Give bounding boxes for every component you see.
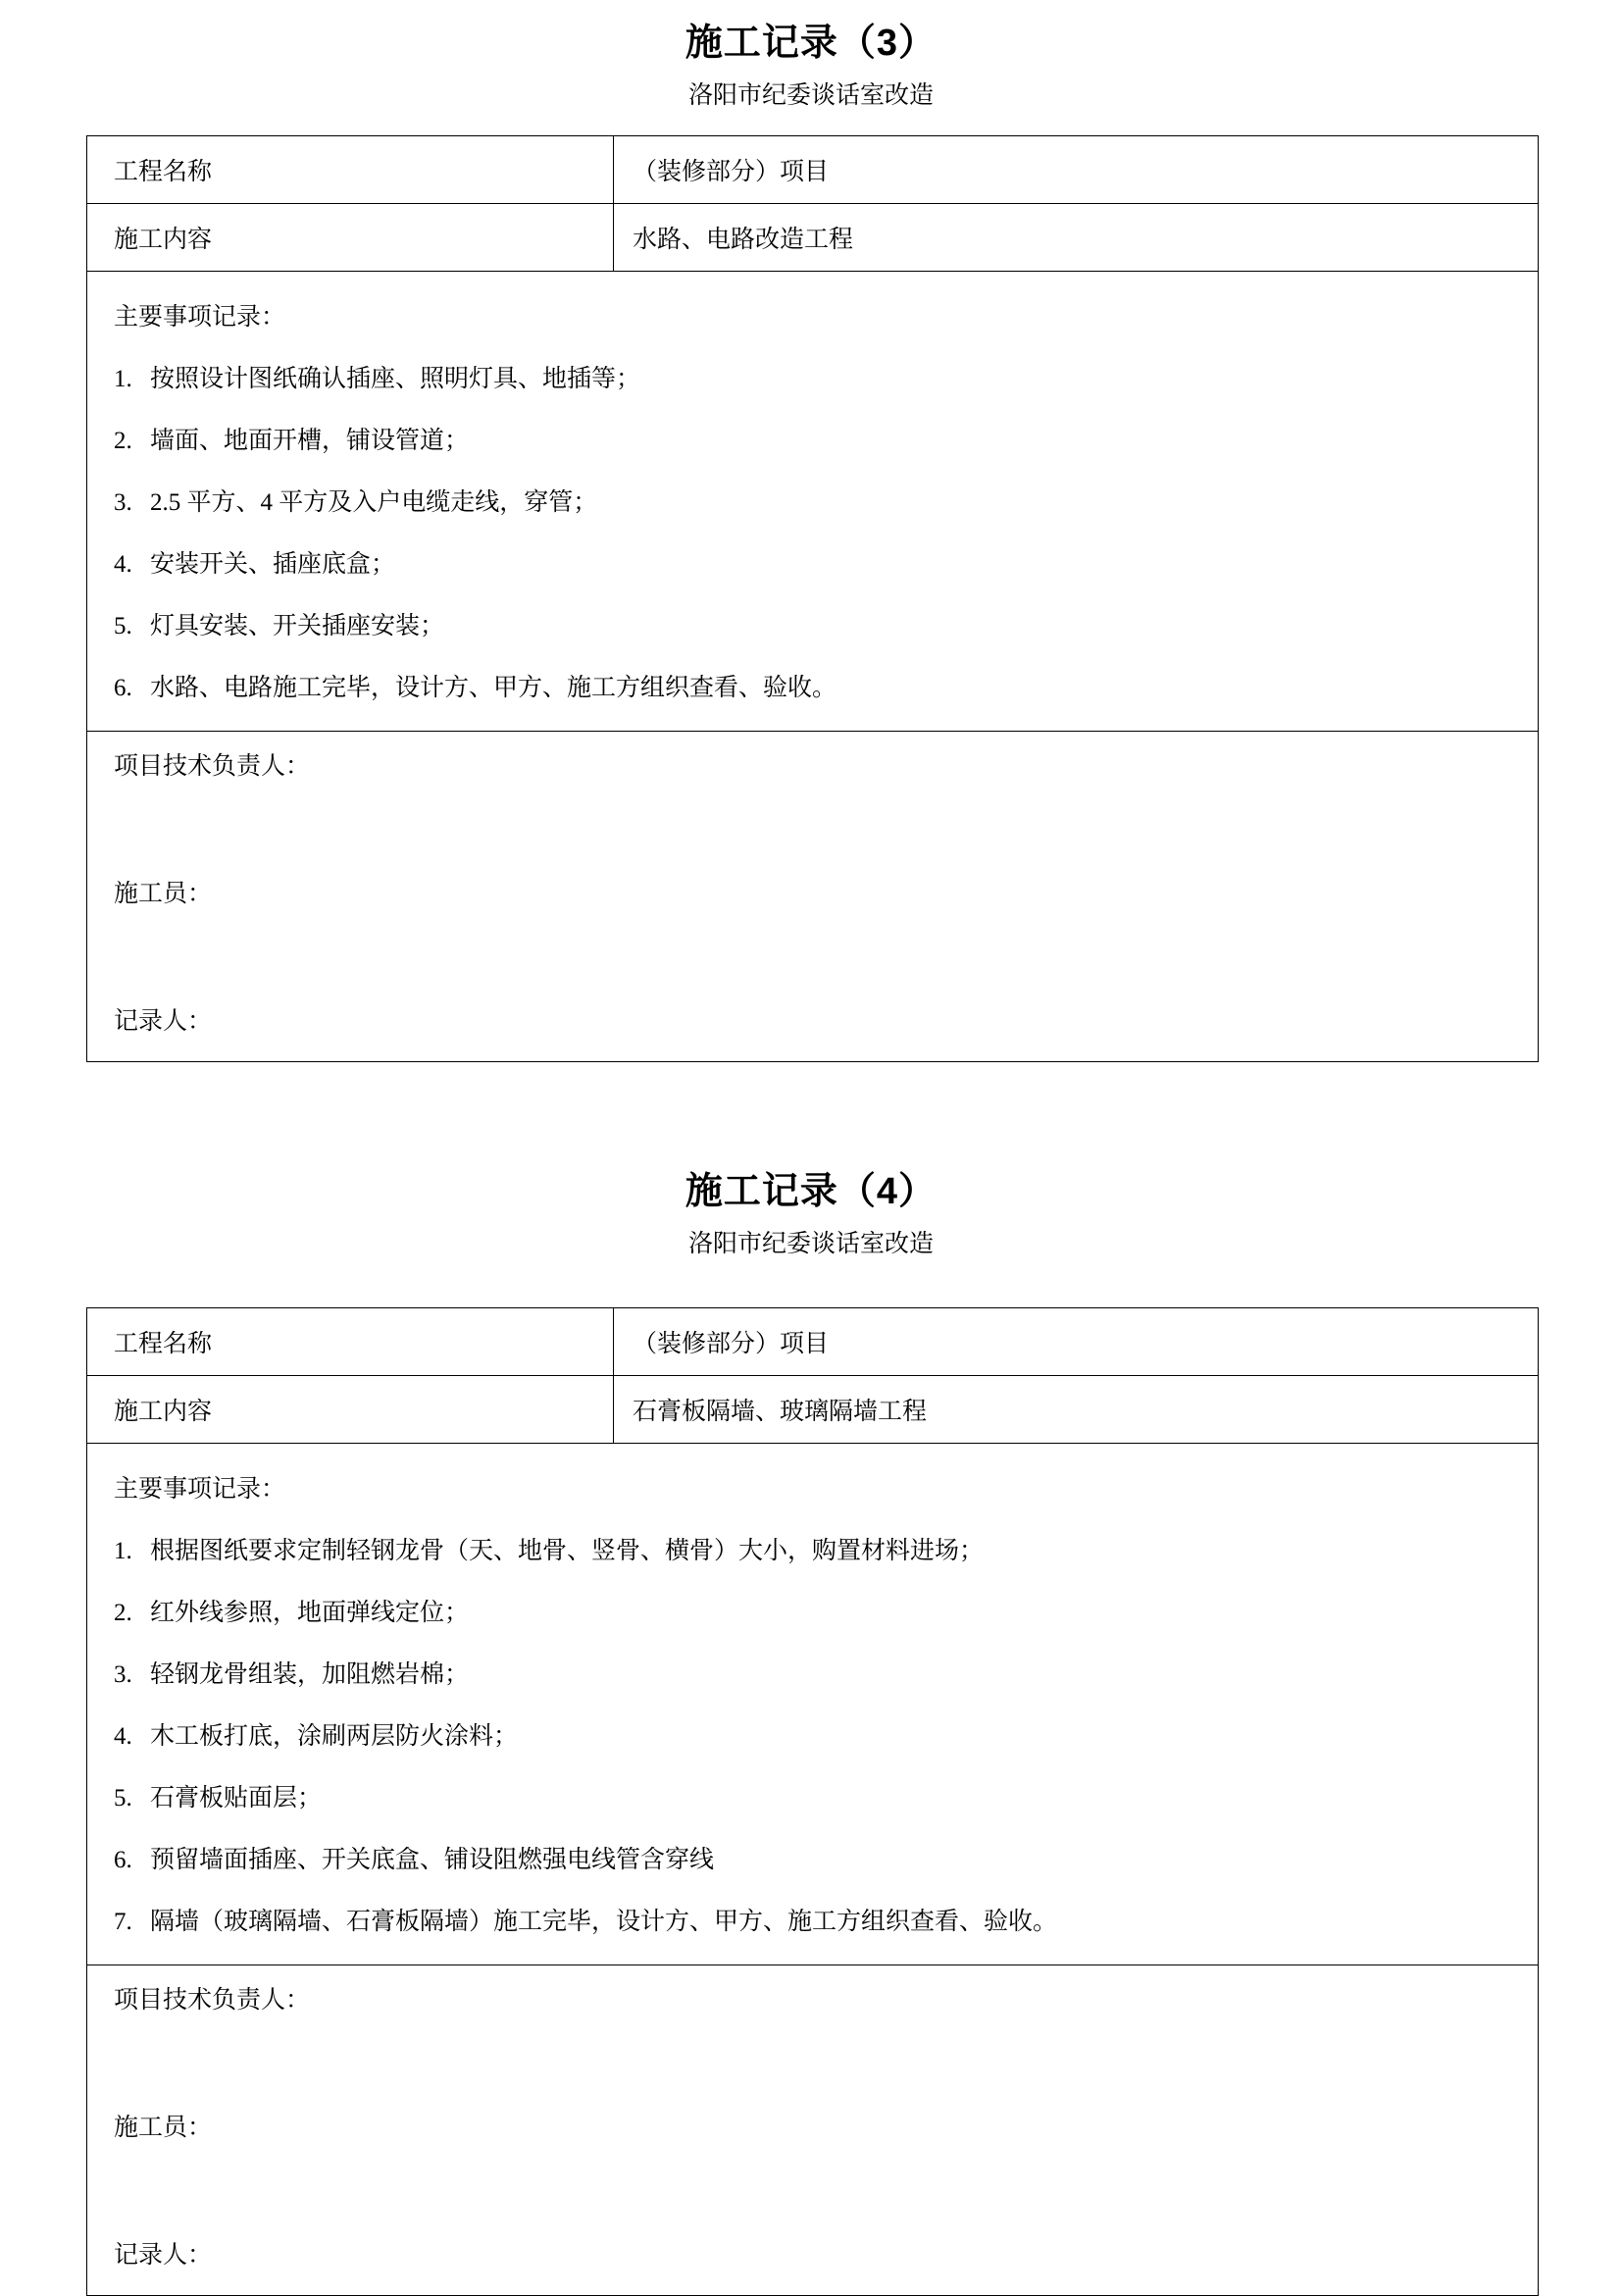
table-row: [87, 1376, 1539, 1444]
note-item: [114, 1520, 1511, 1582]
note-item: [114, 1891, 1511, 1953]
notes-list: [114, 348, 1511, 719]
table-row: [87, 1444, 1539, 1965]
note-text: 预留墙面插座、开关底盒、铺设阻燃强电线管含穿线: [150, 1847, 715, 1873]
note-item: [114, 1706, 1511, 1767]
note-text: 红外线参照，地面弹线定位；: [150, 1600, 470, 1626]
signature-tech-lead: 项目技术负责人：: [114, 753, 311, 780]
signature-constructor: 施工员：: [114, 2115, 213, 2141]
note-number: 2.: [114, 428, 132, 454]
note-number: 2.: [114, 1600, 132, 1626]
note-text: 木工板打底，涂刷两层防火涂料；: [150, 1723, 519, 1750]
signature-constructor: 施工员：: [114, 881, 213, 907]
note-number: 5.: [114, 613, 132, 639]
note-number: 3.: [114, 489, 132, 516]
signature-tech-lead: 项目技术负责人：: [114, 1987, 311, 2014]
note-text: 水路、电路施工完毕，设计方、甲方、施工方组织查看、验收。: [150, 675, 837, 701]
project-name-value: （装修部分）项目: [614, 136, 1539, 204]
record-subtitle: 洛阳市纪委谈话室改造: [687, 82, 934, 109]
note-text: 安装开关、插座底盒；: [150, 551, 396, 578]
table-row: [87, 1965, 1539, 2296]
construction-content-value: 石膏板隔墙、玻璃隔墙工程: [614, 1376, 1539, 1444]
project-name-label: 工程名称: [87, 1308, 614, 1376]
table-row: [87, 272, 1539, 732]
main-notes-cell: [87, 1444, 1539, 1965]
table-row: [87, 732, 1539, 1062]
notes-header: 主要事项记录：: [114, 304, 286, 331]
notes-header: 主要事项记录：: [114, 1476, 286, 1503]
table-row: [87, 136, 1539, 204]
main-notes-cell: [87, 272, 1539, 732]
note-item: [114, 1767, 1511, 1829]
record-table: [86, 1307, 1539, 2296]
record-section-4: [0, 1168, 1622, 2296]
note-text: 轻钢龙骨组装，加阻燃岩棉；: [150, 1661, 470, 1688]
note-text: 墙面、地面开槽，铺设管道；: [150, 428, 470, 454]
note-text: 石膏板贴面层；: [150, 1785, 323, 1811]
note-number: 6.: [114, 675, 132, 701]
record-table: [86, 135, 1539, 1062]
note-item: [114, 1582, 1511, 1644]
note-item: [114, 410, 1511, 472]
note-number: 1.: [114, 366, 132, 392]
record-title: 施工记录（4）: [684, 1171, 938, 1212]
note-number: 5.: [114, 1785, 132, 1811]
note-item: [114, 657, 1511, 719]
construction-content-label: 施工内容: [87, 204, 614, 272]
note-text: 根据图纸要求定制轻钢龙骨（天、地骨、竖骨、横骨）大小，购置材料进场；: [150, 1538, 985, 1564]
note-number: 3.: [114, 1661, 132, 1688]
note-text: 隔墙（玻璃隔墙、石膏板隔墙）施工完毕，设计方、甲方、施工方组织查看、验收。: [150, 1909, 1058, 1935]
table-row: [87, 204, 1539, 272]
note-text: 2.5 平方、4 平方及入户电缆走线，穿管；: [150, 489, 598, 516]
construction-content-value: 水路、电路改造工程: [614, 204, 1539, 272]
project-name-label: 工程名称: [87, 136, 614, 204]
note-number: 4.: [114, 1723, 132, 1750]
table-row: [87, 1308, 1539, 1376]
note-item: [114, 1829, 1511, 1891]
record-subtitle: 洛阳市纪委谈话室改造: [687, 1231, 934, 1257]
note-item: [114, 534, 1511, 595]
signature-recorder: 记录人：: [114, 2242, 213, 2269]
note-item: [114, 1644, 1511, 1706]
signature-cell: [87, 732, 1539, 1062]
note-item: [114, 472, 1511, 534]
record-section-3: [0, 20, 1622, 1062]
note-number: 1.: [114, 1538, 132, 1564]
note-item: [114, 348, 1511, 410]
note-number: 7.: [114, 1909, 132, 1935]
signature-recorder: 记录人：: [114, 1008, 213, 1035]
signature-cell: [87, 1965, 1539, 2296]
notes-list: [114, 1520, 1511, 1953]
project-name-value: （装修部分）项目: [614, 1308, 1539, 1376]
note-item: [114, 595, 1511, 657]
note-number: 6.: [114, 1847, 132, 1873]
note-text: 灯具安装、开关插座安装；: [150, 613, 445, 639]
record-title: 施工记录（3）: [684, 23, 938, 64]
construction-content-label: 施工内容: [87, 1376, 614, 1444]
note-text: 按照设计图纸确认插座、照明灯具、地插等；: [150, 366, 641, 392]
note-number: 4.: [114, 551, 132, 578]
